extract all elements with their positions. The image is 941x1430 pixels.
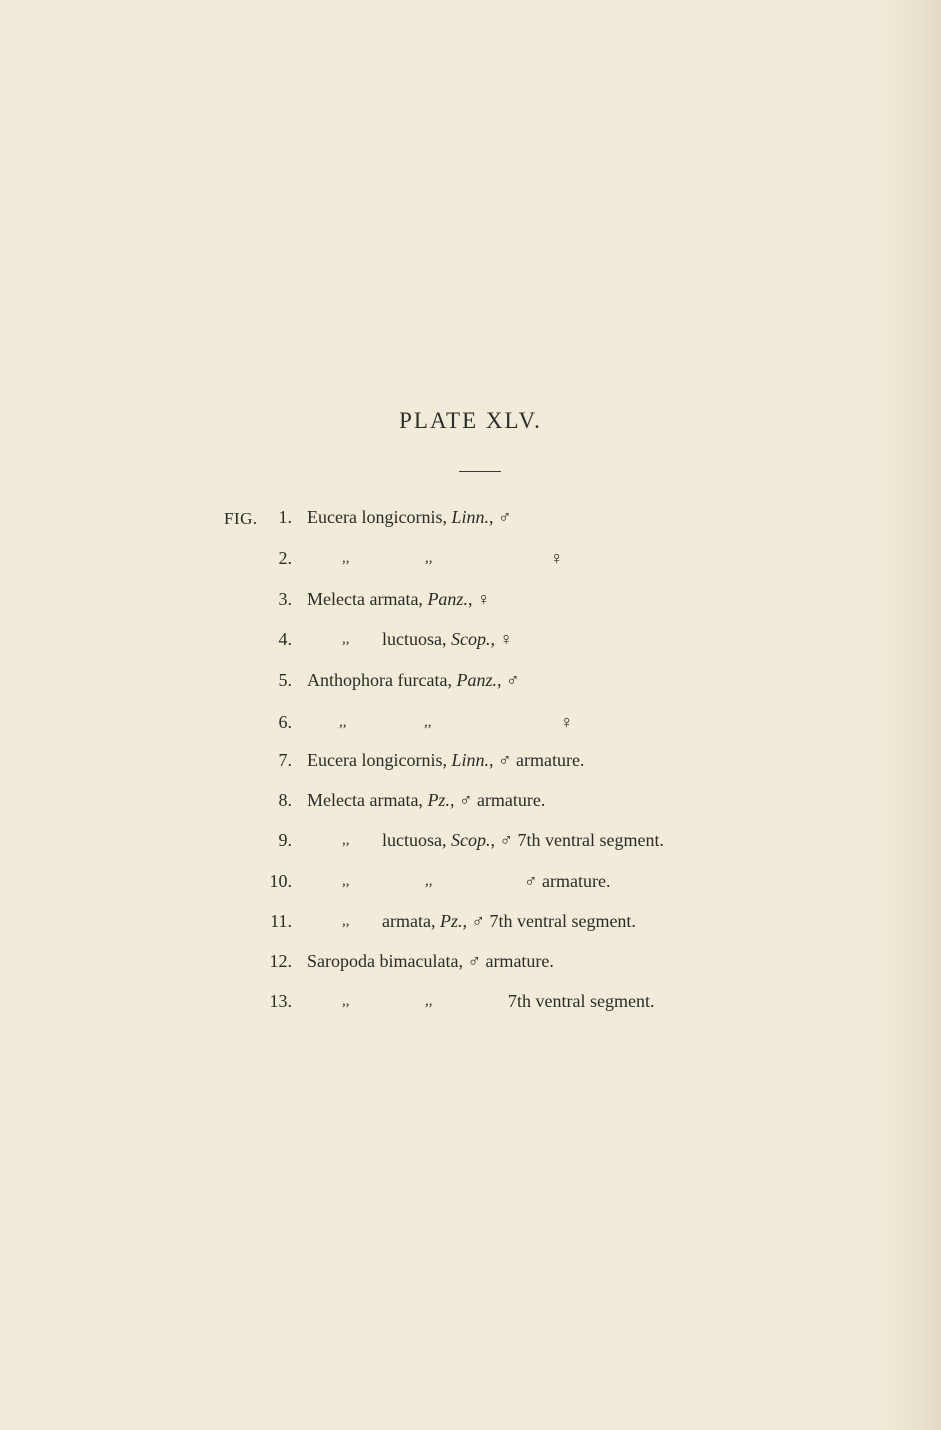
species-text: 7th ventral segment. bbox=[508, 991, 655, 1011]
species-text: Melecta armata, Panz., ♀ bbox=[307, 589, 491, 609]
ditto-mark: ,, bbox=[425, 993, 433, 1009]
fig-number: 1. bbox=[278, 507, 292, 527]
ditto-mark: ,, bbox=[342, 873, 350, 889]
fig-label: FIG. bbox=[224, 509, 258, 528]
fig-number: 3. bbox=[278, 589, 292, 609]
ditto-mark: ,, bbox=[339, 714, 347, 730]
species-text: armata, Pz., ♂ 7th ventral segment. bbox=[382, 911, 636, 931]
female-symbol: ♀ bbox=[550, 548, 564, 568]
fig-number: 10. bbox=[269, 871, 292, 891]
page-edge-shadow bbox=[881, 0, 941, 1430]
species-text: luctuosa, Scop., ♂ 7th ventral segment. bbox=[382, 830, 664, 850]
species-text: ♂ armature. bbox=[524, 871, 611, 891]
fig-number: 8. bbox=[278, 790, 292, 810]
title-rule bbox=[459, 471, 501, 472]
species-text: Eucera longicornis, Linn., ♂ armature. bbox=[307, 750, 585, 770]
fig-number: 5. bbox=[278, 670, 292, 690]
female-symbol: ♀ bbox=[560, 712, 574, 732]
ditto-mark: ,, bbox=[342, 913, 350, 929]
ditto-mark: ,, bbox=[425, 873, 433, 889]
ditto-mark: ,, bbox=[342, 631, 350, 647]
fig-number: 9. bbox=[278, 830, 292, 850]
species-text: Melecta armata, Pz., ♂ armature. bbox=[307, 790, 546, 810]
ditto-mark: ,, bbox=[425, 550, 433, 566]
fig-number: 6. bbox=[278, 712, 292, 732]
species-text: Anthophora furcata, Panz., ♂ bbox=[307, 670, 520, 690]
ditto-mark: ,, bbox=[342, 993, 350, 1009]
fig-number: 4. bbox=[278, 629, 292, 649]
fig-number: 7. bbox=[278, 750, 292, 770]
species-text: luctuosa, Scop., ♀ bbox=[382, 629, 513, 649]
species-text: Saropoda bimaculata, ♂ armature. bbox=[307, 951, 554, 971]
fig-number: 11. bbox=[270, 911, 292, 931]
ditto-mark: ,, bbox=[424, 714, 432, 730]
fig-number: 13. bbox=[269, 991, 292, 1011]
plate-title: PLATE XLV. bbox=[399, 408, 542, 433]
fig-number: 2. bbox=[278, 548, 292, 568]
fig-number: 12. bbox=[269, 951, 292, 971]
ditto-mark: ,, bbox=[342, 550, 350, 566]
ditto-mark: ,, bbox=[342, 832, 350, 848]
species-text: Eucera longicornis, Linn., ♂ bbox=[307, 507, 512, 527]
